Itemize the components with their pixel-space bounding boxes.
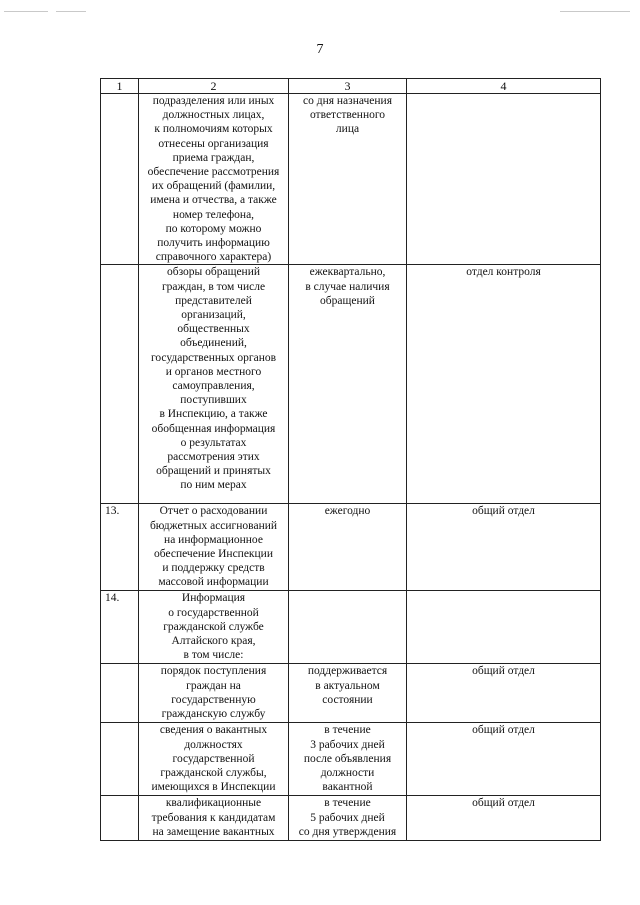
frequency-cell (289, 591, 407, 664)
row-number (101, 723, 139, 796)
responsible-cell: общий отдел (407, 723, 601, 796)
info-type-cell: сведения о вакантных должностях государственной гражданской службы, имеющихся в Инспекции (139, 723, 289, 796)
frequency-cell: ежегодно (289, 504, 407, 591)
info-type-cell: Информация о государственной гражданской службе Алтайского края, в том числе: (139, 591, 289, 664)
table-header-row (101, 79, 601, 94)
row-number (101, 796, 139, 841)
info-type-cell: порядок поступления граждан на государственную гражданскую службу (139, 664, 289, 723)
page-number: 7 (316, 42, 324, 57)
responsible-cell: общий отдел (407, 504, 601, 591)
scan-artifact-right (560, 11, 630, 12)
frequency-cell: со дня назначения ответственного лица (289, 94, 407, 265)
table-row (101, 265, 601, 504)
document-table (100, 78, 601, 841)
frequency-cell: ежеквартально, в случае наличия обращений (289, 265, 407, 504)
row-number (101, 664, 139, 723)
table-row (101, 723, 601, 796)
info-type-cell: квалификационные требования к кандидатам на замещение вакантных (139, 796, 289, 841)
header-cell-4: 4 (407, 79, 601, 94)
responsible-cell (407, 94, 601, 265)
scan-artifact-left-2 (56, 11, 86, 12)
table-row (101, 664, 601, 723)
header-cell-1: 1 (101, 79, 139, 94)
responsible-cell (407, 591, 601, 664)
frequency-cell: поддерживается в актуальном состоянии (289, 664, 407, 723)
frequency-cell: в течение 3 рабочих дней после объявления должности вакантной (289, 723, 407, 796)
row-number: 13. (101, 504, 139, 591)
table-row (101, 591, 601, 664)
row-number (101, 94, 139, 265)
info-type-cell: Отчет о расходовании бюджетных ассигнований на информационное обеспечение Инспекции и поддержку средств массовой информации (139, 504, 289, 591)
responsible-cell: отдел контроля (407, 265, 601, 504)
header-cell-3: 3 (289, 79, 407, 94)
row-number: 14. (101, 591, 139, 664)
header-cell-2: 2 (139, 79, 289, 94)
responsible-cell: общий отдел (407, 796, 601, 841)
scan-artifact-left (4, 11, 48, 12)
table-row (101, 504, 601, 591)
row-number (101, 265, 139, 504)
frequency-cell: в течение 5 рабочих дней со дня утверждения (289, 796, 407, 841)
responsible-cell: общий отдел (407, 664, 601, 723)
table-row (101, 796, 601, 841)
table-row (101, 94, 601, 265)
info-type-cell: подразделения или иных должностных лицах, к полномочиям которых отнесены организация приема граждан, обеспечение рассмотрения их обращений (фамилии, имена и отчества, а также номер телефона, по которому можно получить информацию справочного характера) (139, 94, 289, 265)
info-type-cell: обзоры обращений граждан, в том числе представителей организаций, общественных объединений, государственных органов и органов местного самоуправления, поступивших в Инспекцию, а также обобщенная информация о результатах рассмотрения этих обращений и принятых по ним мерах (139, 265, 289, 504)
